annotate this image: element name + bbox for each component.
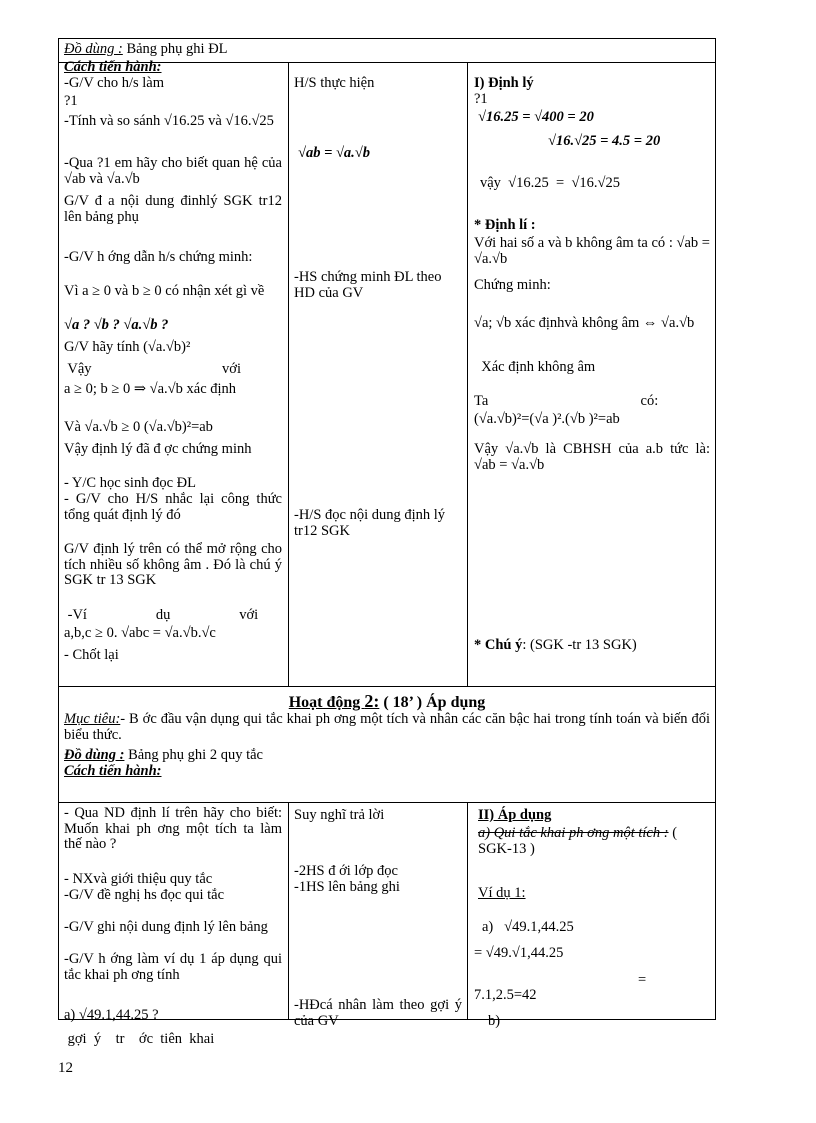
s2c3-result: 7.1,2.5=42 xyxy=(474,987,537,1003)
s1c3-taco: Ta có: xyxy=(474,393,659,409)
s1c2-line: H/S thực hiện xyxy=(294,75,375,91)
s1c1-line: Vậy với xyxy=(64,361,241,377)
do-dung2-text: Bảng phụ ghi 2 quy tắc xyxy=(124,747,263,763)
column-divider-3 xyxy=(288,802,289,1020)
chu-y-label: * Chú ý xyxy=(474,637,523,653)
s1c1-line: -G/V cho h/s làm xyxy=(64,75,165,91)
s2c1-line: a) √49.1,44.25 ? xyxy=(64,1007,159,1023)
s2c2-line: -HĐcá nhân làm theo gợi ý của GV xyxy=(294,997,462,1029)
s1c3-eq2: √16.√25 = 4.5 = 20 xyxy=(548,133,661,149)
s1c3-eq1: √16.25 = √400 = 20 xyxy=(478,109,594,125)
s2-col1 xyxy=(64,806,282,1050)
s1c3-vay: vậy √16.25 = √16.√25 xyxy=(480,175,620,191)
s1c3-square: (√a.√b)²=(√a )².(√b )²=ab xyxy=(474,411,620,427)
s1c1-line: Vì a ≥ 0 và b ≥ 0 có nhận xét gì về xyxy=(64,283,265,299)
s1c1-line: a,b,c ≥ 0. √abc = √a.√b.√c xyxy=(64,625,216,641)
title-num: 2: xyxy=(364,691,380,711)
s1c1-line: -Qua ?1 em hãy cho biết quan hệ của √ab và √a.√b xyxy=(64,155,282,187)
sub-a-title: a) Qui tắc khai ph ơng một tích : xyxy=(478,825,669,841)
s1c3-dinhli-text: Với hai số a và b không âm ta có : √ab = √a.√b xyxy=(474,235,710,267)
header-cach-tien-hanh: Cách tiến hành: xyxy=(64,59,162,75)
page-number: 12 xyxy=(58,1060,73,1076)
s2c3-vidu: Ví dụ 1: xyxy=(478,885,526,901)
s2c3-ex-eq: = √49.√1,44.25 xyxy=(474,945,564,961)
s1c3-vay2: Vậy √a.√b là CBHSH của a.b tức là: √ab = √a.√b xyxy=(474,441,710,473)
s1c1-line: √a ? √b ? √a.√b ? xyxy=(64,317,169,333)
s1c2-line: -H/S đọc nội dung định lý tr12 SGK xyxy=(294,507,446,539)
s2c1-line: - Qua ND định lí trên hãy cho biết: Muốn khai ph ơng một tích ta làm thế nào ? xyxy=(64,805,282,853)
do-dung2-label: Đồ dùng : xyxy=(64,747,125,763)
do-dung-text: Bảng phụ ghi ĐL xyxy=(122,41,228,57)
section2-do-dung xyxy=(64,748,263,764)
section2-cach-tien-hanh: Cách tiến hành: xyxy=(64,763,162,779)
s1c1-line: G/V định lý trên có thể mở rộng cho tích nhiều số không âm . Đó là chú ý SGK tr 13 SGK xyxy=(64,541,282,589)
column-divider-2 xyxy=(467,62,468,686)
s1c3-heading: I) Định lý xyxy=(474,75,534,91)
s1c1-line: -Tính và so sánh √16.25 và √16.√25 xyxy=(64,113,274,129)
header-divider-3 xyxy=(58,802,716,803)
page xyxy=(58,38,716,1047)
title-name: Áp dụng xyxy=(426,694,486,711)
muc-tieu-label: Mục tiêu: xyxy=(64,711,121,727)
s1c1-line: -Ví dụ với xyxy=(64,607,259,623)
s2c3-ex-b: b) xyxy=(488,1013,501,1029)
s1c2-formula: √ab = √a.√b xyxy=(298,145,371,161)
header-divider-2 xyxy=(58,686,716,687)
sub-a-ref: ( SGK-13 ) xyxy=(478,825,678,857)
s1c1-line: - G/V cho H/S nhắc lại công thức tổng quát định lý đó xyxy=(64,491,282,523)
s1c1-line: -G/V h ớng dẫn h/s chứng minh: xyxy=(64,249,253,265)
s2c1-line: - NXvà giới thiệu quy tắc xyxy=(64,871,213,887)
s1c3-chung-minh: Chứng minh: xyxy=(474,277,551,293)
section2-title xyxy=(58,692,716,711)
column-divider-1 xyxy=(288,62,289,686)
s1c1-line: - Chốt lại xyxy=(64,647,119,663)
s2c1-line: gợi ý tr ớc tiên khai xyxy=(64,1031,215,1047)
s2c1-line: -G/V ghi nội dung định lý lên bảng xyxy=(64,919,268,935)
s1c1-line: a ≥ 0; b ≥ 0 ⇒ √a.√b xác định xyxy=(64,381,237,397)
s2c3-eq-sign: = xyxy=(638,972,647,988)
s1c3-xd1: √a; √b xác địnhvà không âm ⇔ √a.√b xyxy=(474,315,695,331)
s2c1-line: -G/V đề nghị hs đọc qui tắc xyxy=(64,887,225,903)
title-time: ( 18’ ) xyxy=(379,694,427,711)
s2c1-line: -G/V h ớng làm ví dụ 1 áp dụng qui tắc khai ph ơng tính xyxy=(64,951,282,983)
s1c1-line: Và √a.√b ≥ 0 (√a.√b)²=ab xyxy=(64,419,213,435)
s2c2-line: Suy nghĩ trả lời xyxy=(294,807,385,823)
s2c3-ex-a: a) √49.1,44.25 xyxy=(482,919,574,935)
muc-tieu-text: - B ớc đầu vận dụng qui tắc khai ph ơng một tích và nhân các căn bậc hai trong tính toán và biến đổi biểu thức. xyxy=(64,711,711,743)
s1c1-line: - Y/C học sinh đọc ĐL xyxy=(64,475,196,491)
column-divider-4 xyxy=(467,802,468,1020)
s1c3-xd2: Xác định không âm xyxy=(474,359,596,375)
s2c2-line: -2HS đ ới lớp đọc xyxy=(294,863,398,879)
title-prefix: Hoạt động xyxy=(288,694,365,711)
s1c1-line: Vậy định lý đã đ ợc chứng minh xyxy=(64,441,252,457)
s2c3-heading: II) Áp dụng xyxy=(478,807,552,823)
chu-y-text: : (SGK -tr 13 SGK) xyxy=(522,637,637,653)
s1c1-line: G/V đ a nội dung đinhlý SGK tr12 lên bảng phụ xyxy=(64,193,282,225)
section2-muc-tieu xyxy=(64,712,710,743)
s1c1-line: ?1 xyxy=(64,93,78,109)
header-do-dung xyxy=(64,42,228,58)
s1c2-line: -HS chứng minh ĐL theo HD của GV xyxy=(294,269,442,301)
s1c3-chu-y xyxy=(474,638,637,654)
s1c3-q1: ?1 xyxy=(474,91,488,107)
s2c2-line: -1HS lên bảng ghi xyxy=(294,879,400,895)
s1c1-line: G/V hãy tính (√a.√b)² xyxy=(64,339,191,355)
s2c3-sub-a xyxy=(478,826,712,857)
s1c3-dinhli-title: * Định lí : xyxy=(474,217,536,233)
do-dung-label: Đồ dùng : xyxy=(64,41,123,57)
s1-col1 xyxy=(64,76,282,666)
